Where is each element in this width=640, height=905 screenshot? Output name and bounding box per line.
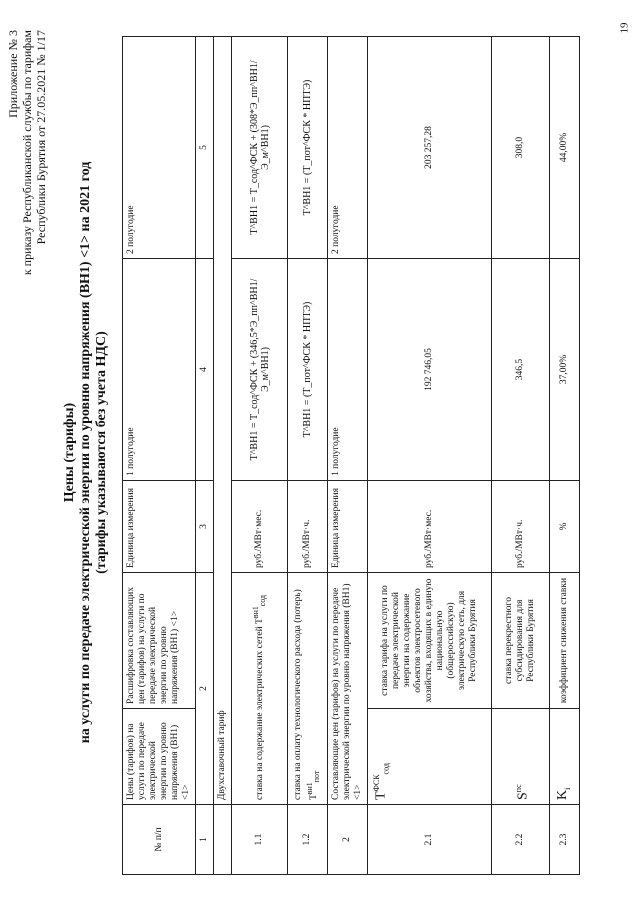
title-line-2: на услуги по передаче электрической энергии по уровню напряжения (ВН1) <1> на 2021 год [78, 161, 93, 744]
tariff-table [122, 36, 580, 875]
document-title [62, 0, 110, 905]
section-row [214, 37, 232, 875]
header-breakdown: Расшифровка составляющих цен (тарифов) на услуги по передаче электрической энергии по уровню напряжения (ВН1) <1> [123, 573, 196, 709]
table-row [328, 37, 368, 875]
value-h2: 308,0 [492, 37, 550, 259]
row-description: ставка перекрестного субсидирования для Республики Бурятия [492, 573, 550, 709]
row-h1: 1 полугодие [328, 259, 368, 481]
appendix-line-2: к приказу Республиканской службы по тарифам [20, 30, 34, 276]
row-num: 1.2 [288, 805, 328, 875]
header-h1: 1 полугодие [123, 259, 196, 481]
header-h2: 2 полугодие [123, 37, 196, 259]
section-num-cell [214, 805, 232, 875]
table-row [368, 37, 492, 875]
header-num: № п/п [123, 805, 196, 875]
row-num: 2 [328, 805, 368, 875]
appendix-header [6, 30, 48, 275]
header-unit: Единица измерения [123, 481, 196, 573]
appendix-line-1: Приложение № 3 [6, 30, 20, 118]
row-unit: руб./МВт·мес. [232, 481, 288, 573]
column-numbers-row [196, 37, 214, 875]
value-h1: 346,5 [492, 259, 550, 481]
col-number-4: 4 [196, 259, 214, 481]
row-unit: Единица измерения [328, 481, 368, 573]
formula-h2: T^ВН1 = T_сод^ФСК + (308*Э_пп^ВН1/Э_м^ВН1) [232, 37, 288, 259]
row-num: 2.2 [492, 805, 550, 875]
row-symbol: $S^{пс}$ [492, 709, 550, 805]
row-h2: 2 полугодие [328, 37, 368, 259]
row-num: 1.1 [232, 805, 288, 875]
value-h2: 44,00% [550, 37, 580, 259]
header-name: Цены (тарифов) на услуги по передаче электрической энергии по уровню напряжения (ВН1) <1> [123, 709, 196, 805]
row-unit: руб./МВт·мес. [368, 481, 492, 573]
value-h1: 37,00% [550, 259, 580, 481]
row-name: ставка на оплату технологического расхода (потерь) $T^{вн1}_{пот}$ [288, 573, 328, 805]
col-number-3: 3 [196, 481, 214, 573]
formula-h1: T^ВН1 = T_сод^ФСК + (346,5*Э_пп^ВН1/Э_м^ВН1) [232, 259, 288, 481]
section-title: Двухставочный тариф [214, 37, 232, 805]
row-name: ставка на содержание электрических сетей $T^{вн1}_{сод}$ [232, 573, 288, 805]
page-number: 19 [618, 22, 631, 34]
value-h1: 192 746,05 [368, 259, 492, 481]
table-header-row [123, 37, 196, 875]
row-unit: руб./МВт·ч. [288, 481, 328, 573]
row-symbol: $T^{ФСК}_{сод}$ [368, 709, 492, 805]
col-number-2: 2 [196, 573, 214, 805]
row-symbol: $K_i$ [550, 709, 580, 805]
row-num: 2.3 [550, 805, 580, 875]
formula-h1: T^ВН1 = (T_пот^ФСК * НПТЭ) [288, 259, 328, 481]
col-number-5: 5 [196, 37, 214, 259]
table-row [232, 37, 288, 875]
title-line-1: Цены (тарифы) [62, 402, 77, 503]
row-unit: % [550, 481, 580, 573]
col-number-1: 1 [196, 805, 214, 875]
row-name: Составляющие цен (тарифов) на услуги по передаче электрической энергии по уровню напряжения (ВН1) <1> [328, 573, 368, 805]
row-unit: руб./МВт·ч. [492, 481, 550, 573]
value-h2: 203 257,28 [368, 37, 492, 259]
row-description: ставка тарифа на услуги по передаче электрической энергии на содержание объектов электросетевого хозяйства, входящих в единую национальную (общероссийскую) электрическую сеть, для Республики Бурятия [368, 573, 492, 709]
table-row [492, 37, 550, 875]
row-description: коэффициент снижения ставки [550, 573, 580, 709]
table-row [288, 37, 328, 875]
formula-h2: T^ВН1 = (T_пот^ФСК * НПТЭ) [288, 37, 328, 259]
title-line-3: (тарифы указываются без учета НДС) [94, 331, 109, 574]
table-row [550, 37, 580, 875]
appendix-line-3: Республики Бурятия от 27.05.2021 № 1/17 [34, 30, 48, 245]
row-num: 2.1 [368, 805, 492, 875]
